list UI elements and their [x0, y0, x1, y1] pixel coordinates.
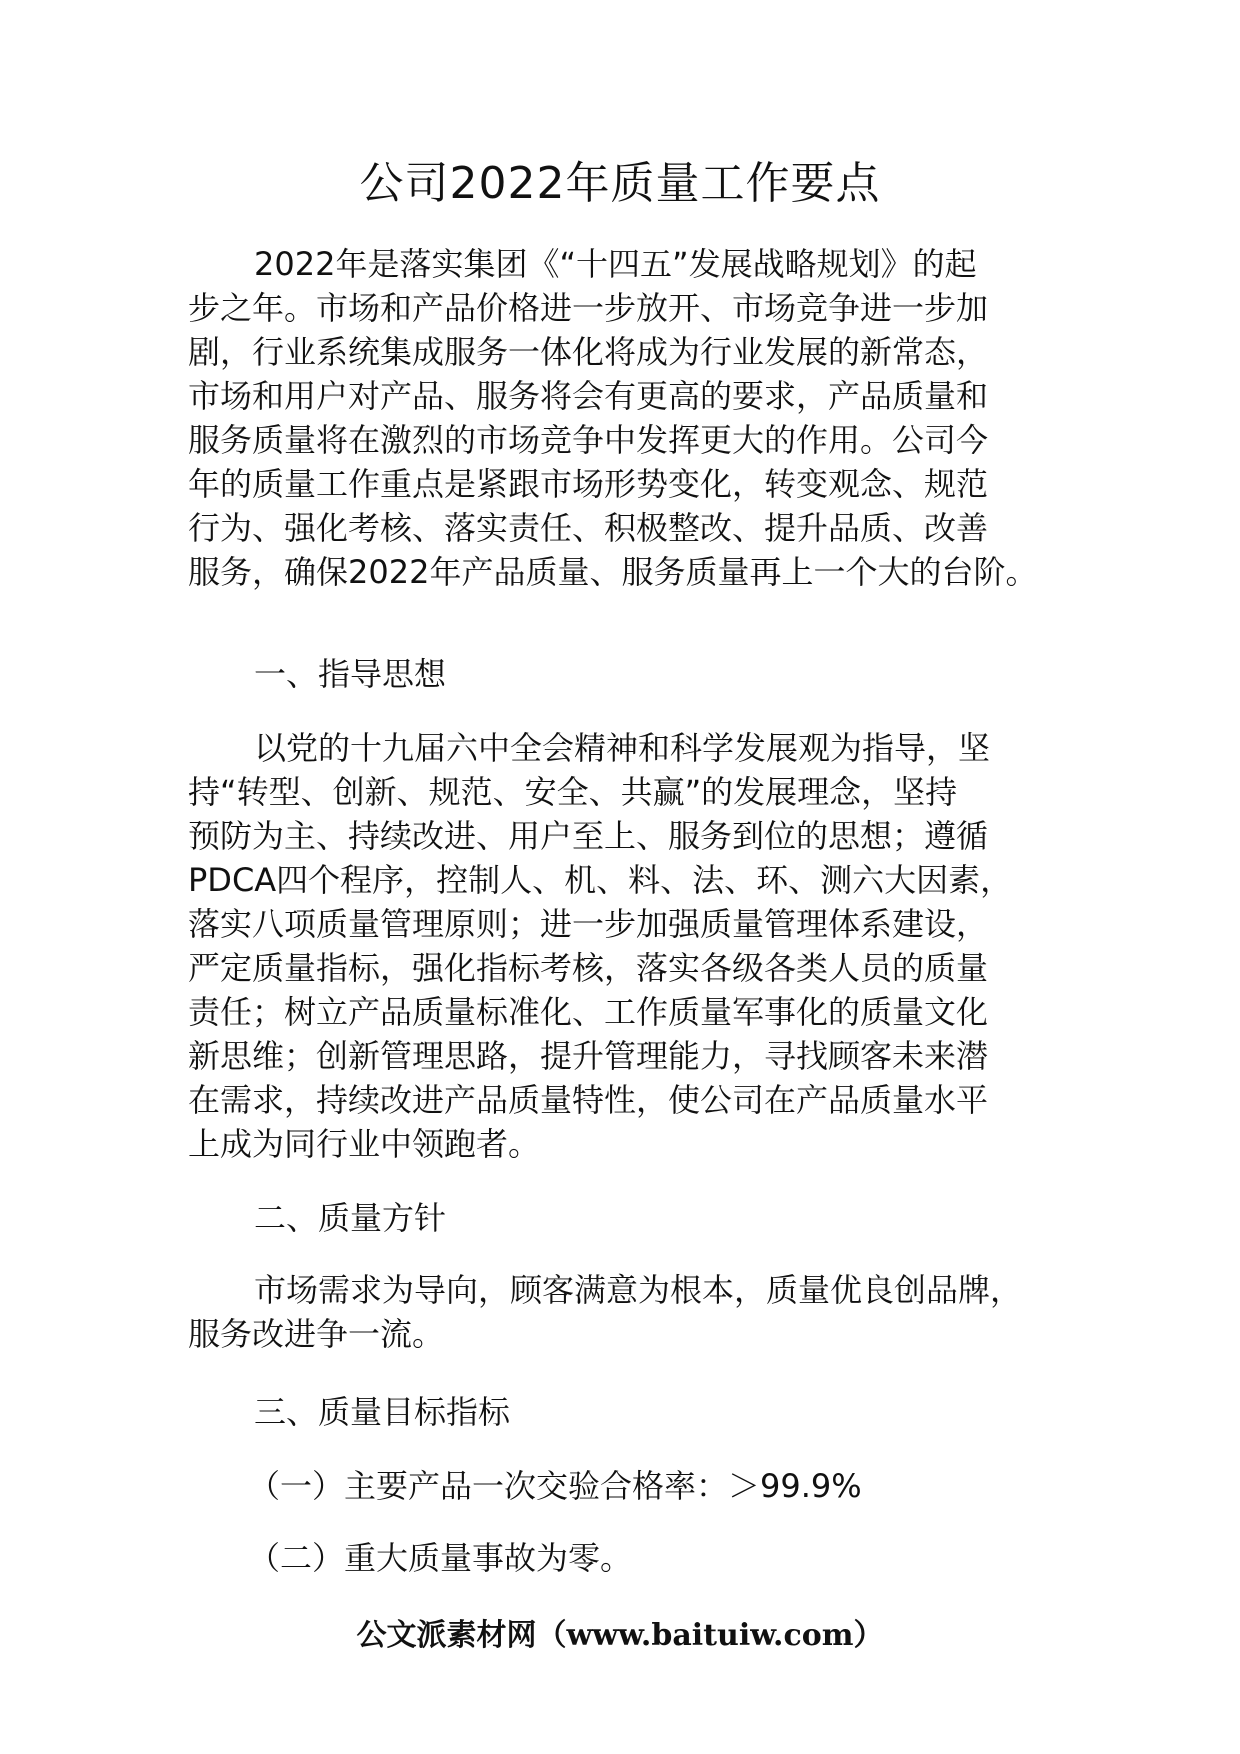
paragraph-line: 预防为主、持续改进、用户至上、服务到位的思想；遵循	[188, 817, 989, 855]
paragraph-line: 服务，确保2022年产品质量、服务质量再上一个大的台阶。	[188, 553, 1038, 591]
section-heading-guiding-ideology	[188, 652, 1068, 696]
footer-watermark: 公文派素材网（www.baituiw.com）	[356, 1618, 884, 1653]
quality-target-item	[188, 1464, 1068, 1508]
paragraph-line: 持“转型、创新、规范、安全、共赢”的发展理念，坚持	[188, 773, 958, 811]
paragraph-line: 服务质量将在激烈的市场竞争中发挥更大的作用。公司今	[188, 421, 989, 459]
quality-target-item	[188, 1536, 1068, 1580]
list-item: （二）重大质量事故为零。	[248, 1539, 633, 1577]
section-heading-quality-targets	[188, 1390, 1068, 1434]
section-heading-quality-policy	[188, 1196, 1068, 1240]
section-heading: 二、质量方针	[254, 1199, 447, 1237]
paragraph-line: 行为、强化考核、落实责任、积极整改、提升品质、改善	[188, 509, 989, 547]
paragraph-line: 市场需求为导向，顾客满意为根本，质量优良创品牌，	[254, 1271, 1023, 1309]
page-title: 公司2022年质量工作要点	[359, 158, 881, 209]
intro-paragraph	[188, 242, 1068, 594]
section-heading: 三、质量目标指标	[254, 1393, 511, 1431]
paragraph-line: 以党的十九届六中全会精神和科学发展观为指导，坚	[254, 729, 991, 767]
paragraph-line: 步之年。市场和产品价格进一步放开、市场竞争进一步加	[188, 289, 989, 327]
list-item: （一）主要产品一次交验合格率：＞99.9%	[248, 1467, 862, 1505]
paragraph-line: 责任；树立产品质量标准化、工作质量军事化的质量文化	[188, 993, 989, 1031]
paragraph-line: 年的质量工作重点是紧跟市场形势变化，转变观念、规范	[188, 465, 989, 503]
paragraph-line: 严定质量指标，强化指标考核，落实各级各类人员的质量	[188, 949, 989, 987]
paragraph-line: 2022年是落实集团《“十四五”发展战略规划》的起	[254, 245, 977, 283]
quality-policy-paragraph	[188, 1268, 1068, 1356]
paragraph-line: 在需求，持续改进产品质量特性，使公司在产品质量水平	[188, 1081, 989, 1119]
paragraph-line: 服务改进争一流。	[188, 1315, 445, 1353]
paragraph-line: PDCA四个程序，控制人、机、料、法、环、测六大因素，	[188, 861, 1013, 899]
paragraph-line: 上成为同行业中领跑者。	[188, 1125, 541, 1163]
guiding-ideology-paragraph	[188, 726, 1068, 1166]
paragraph-line: 新思维；创新管理思路，提升管理能力，寻找顾客未来潜	[188, 1037, 989, 1075]
paragraph-line: 落实八项质量管理原则；进一步加强质量管理体系建设，	[188, 905, 989, 943]
paragraph-line: 剧，行业系统集成服务一体化将成为行业发展的新常态，	[188, 333, 989, 371]
section-heading: 一、指导思想	[254, 655, 447, 693]
paragraph-line: 市场和用户对产品、服务将会有更高的要求，产品质量和	[188, 377, 989, 415]
